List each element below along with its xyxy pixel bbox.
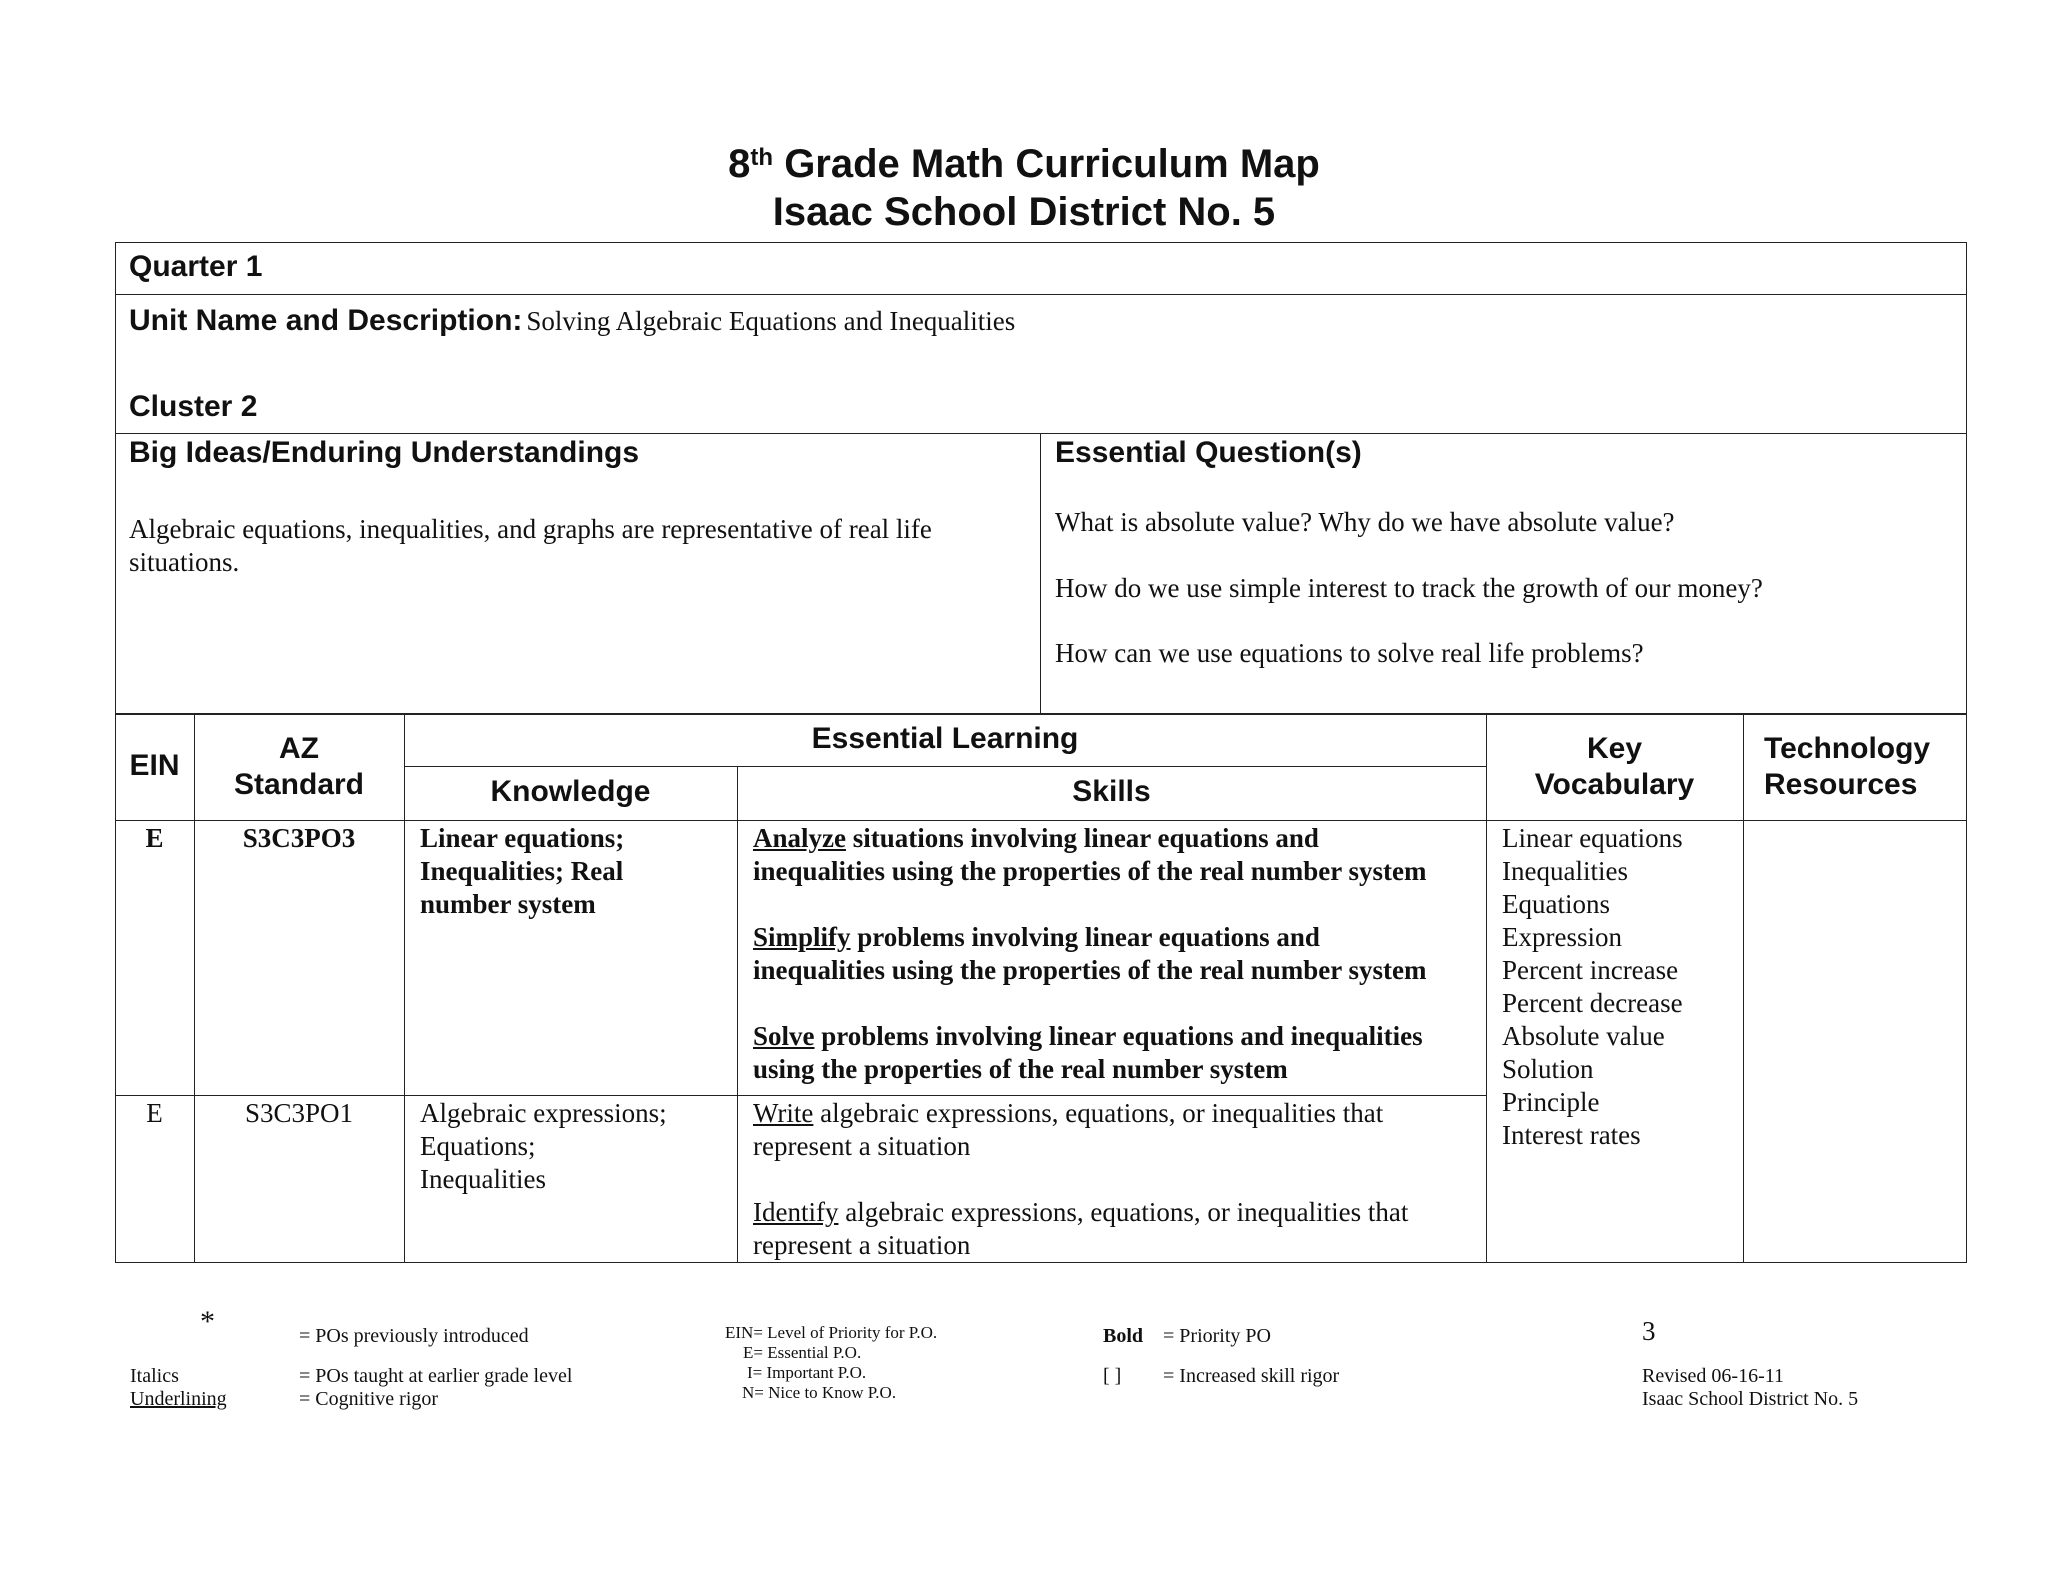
column-header-ein: EIN (129, 749, 180, 782)
legend-ein: EIN= Level of Priority for P.O. E= Essential P.O. I= Important P.O. N= Nice to Know P.O. (725, 1323, 938, 1402)
legend-italics-label: Italics (130, 1365, 179, 1387)
table-cell-knowledge: Linear equations; Inequalities; Real number system (420, 823, 625, 919)
footer-district: Isaac School District No. 5 (1642, 1388, 1859, 1410)
table-cell-standard: S3C3PO3 (242, 823, 356, 853)
legend-underlining-desc: = Cognitive rigor (299, 1388, 439, 1410)
table-cell-ein: E (145, 823, 164, 853)
table-cell-skills: Analyze situations involving linear equations and inequalities using the properties of the real number system Simplify problems involving linear equations and inequalities using the properties of the real number system Solve problems involving linear equations and inequalities using the properties of the real number system (753, 823, 1427, 1084)
column-header-essential-learning: Essential Learning (811, 722, 1079, 755)
divider (1040, 433, 1041, 714)
big-ideas-heading: Big Ideas/Enduring Understandings (129, 436, 640, 469)
big-ideas-text-line: situations. (129, 547, 240, 577)
skill-item: Identify algebraic expressions, equations, or inequalities that (753, 1197, 1409, 1227)
table-divider (1743, 714, 1744, 1263)
divider (115, 433, 1967, 434)
unit-name: Unit Name and Description: Solving Algebraic Equations and Inequalities (129, 304, 1016, 337)
legend-underlining-label: Underlining (130, 1388, 227, 1410)
vocab-item: Inequalities (1502, 856, 1628, 886)
table-divider (115, 1095, 1486, 1096)
essential-question: How do we use simple interest to track the growth of our money? (1055, 573, 1763, 603)
legend-asterisk-desc: = POs previously introduced (299, 1325, 529, 1347)
essential-question: How can we use equations to solve real life problems? (1055, 638, 1644, 668)
skill-item: Solve problems involving linear equations and inequalities (753, 1021, 1423, 1051)
vocab-item: Absolute value (1502, 1021, 1665, 1051)
page-number: 3 (1642, 1316, 1656, 1346)
vocab-item: Expression (1502, 922, 1622, 952)
vocab-item: Equations (1502, 889, 1610, 919)
divider (115, 294, 1967, 295)
title-line-1: 8th Grade Math Curriculum Map (728, 142, 1320, 186)
table-divider (737, 766, 738, 1263)
legend-italics-desc: = POs taught at earlier grade level (299, 1365, 573, 1387)
key-vocabulary-list (1502, 822, 1683, 1152)
legend-bracket-label: [ ] (1103, 1365, 1122, 1387)
legend-bold-label: Bold (1103, 1325, 1144, 1347)
skill-item: Analyze situations involving linear equations and (753, 823, 1319, 853)
vocab-item: Interest rates (1502, 1120, 1641, 1150)
quarter-label: Quarter 1 (129, 250, 263, 283)
column-header-az-standard: AZ Standard (233, 732, 365, 801)
table-cell-skills: Write algebraic expressions, equations, or inequalities that represent a situation Identify algebraic expressions, equations, or inequalities that represent a situation (753, 1098, 1409, 1260)
table-cell-standard: S3C3PO1 (244, 1098, 354, 1128)
unit-description: Solving Algebraic Equations and Inequalities (526, 306, 1016, 336)
big-ideas-text-line: Algebraic equations, inequalities, and graphs are representative of real life (129, 514, 932, 544)
column-header-technology-resources: Technology Resources (1764, 732, 1931, 801)
cluster-label: Cluster 2 (129, 390, 258, 423)
vocab-item: Principle (1502, 1087, 1600, 1117)
essential-question: What is absolute value? Why do we have absolute value? (1055, 507, 1675, 537)
vocab-item: Percent decrease (1502, 988, 1683, 1018)
table-cell-knowledge: Algebraic expressions; Equations; Inequalities (420, 1098, 667, 1194)
vocab-item: Solution (1502, 1054, 1594, 1084)
table-divider (404, 766, 1486, 767)
column-header-key-vocabulary: Key Vocabulary (1534, 732, 1695, 801)
asterisk-symbol: * (200, 1305, 215, 1338)
title-line-2: Isaac School District No. 5 (772, 190, 1276, 234)
vocab-item: Linear equations (1502, 823, 1683, 853)
legend-bracket-desc: = Increased skill rigor (1163, 1365, 1340, 1387)
skill-item: Simplify problems involving linear equations and (753, 922, 1320, 952)
column-header-skills: Skills (1072, 775, 1151, 808)
page-title (0, 140, 2048, 236)
table-divider (115, 820, 1967, 821)
revised-date: Revised 06-16-11 (1642, 1365, 1785, 1387)
vocab-item: Percent increase (1502, 955, 1679, 985)
skill-item: Write algebraic expressions, equations, or inequalities that (753, 1098, 1384, 1128)
column-header-knowledge: Knowledge (490, 775, 651, 808)
legend-bold-desc: = Priority PO (1163, 1325, 1271, 1347)
table-cell-ein: E (146, 1098, 163, 1128)
essential-questions-heading: Essential Question(s) (1055, 436, 1362, 469)
